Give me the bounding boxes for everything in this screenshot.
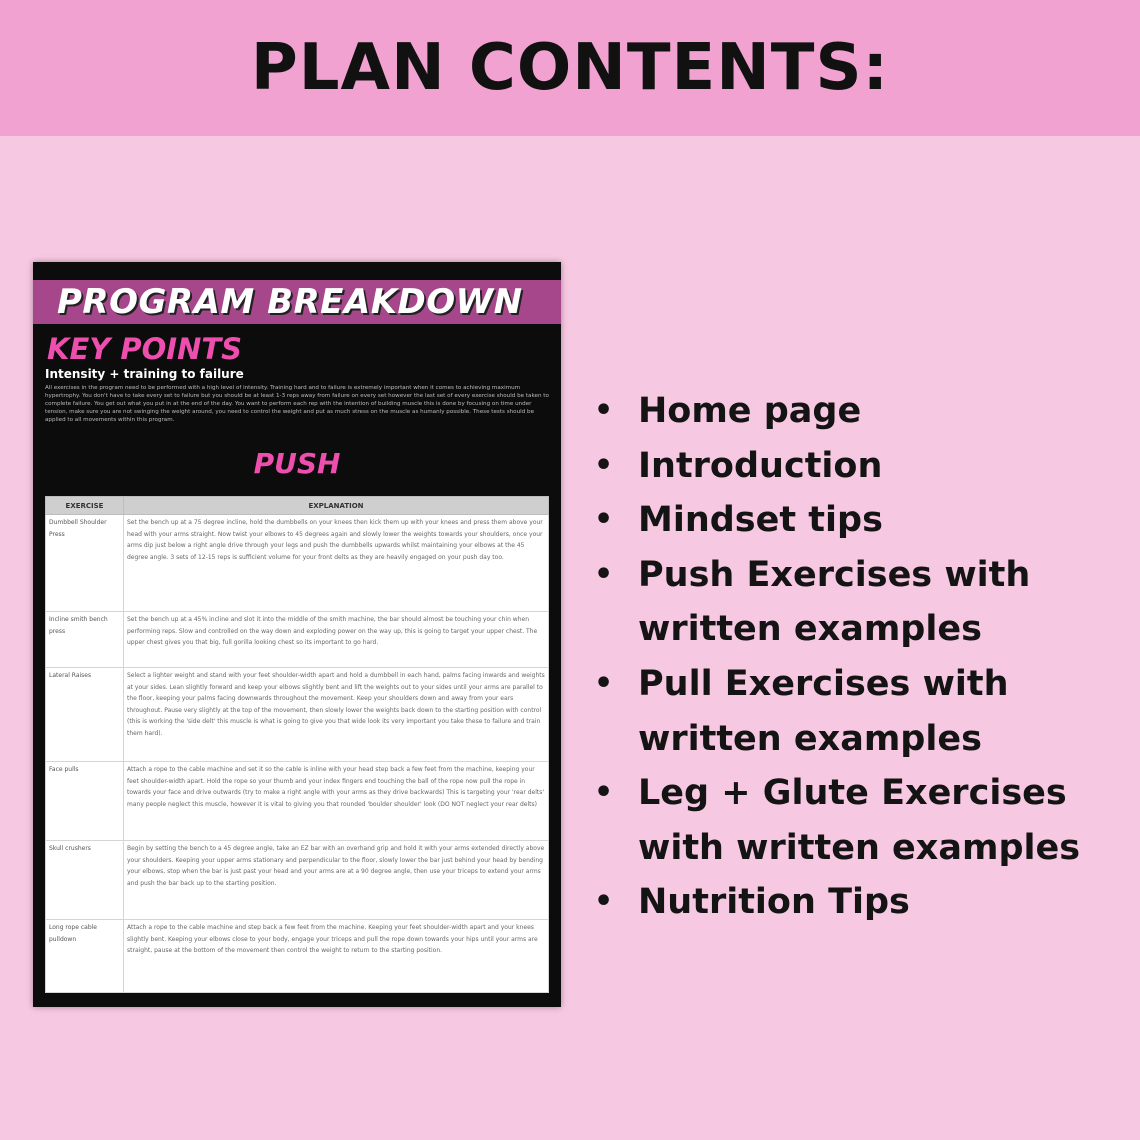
program-breakdown-banner [33,280,561,324]
exercise-explanation: Attach a rope to the cable machine and step back a few feet from the machine. Keeping your feet shoulder-width apart and your knees slightly bent. Keeping your elbows close to your body, engage your triceps and pull the rope down towards your hips until your arms are straight, pause at the bottom of the movement then control the weight to return to the starting position. [124,920,549,993]
bullet-icon: • [594,447,614,483]
bullet-icon: • [594,665,614,701]
table-header-row [46,497,549,515]
table-row [46,612,549,668]
table-row [46,668,549,762]
exercise-name: Face pulls [46,762,124,841]
exercise-name: Skull crushers [46,841,124,920]
bullet-icon: • [594,393,614,428]
list-item [592,875,1132,930]
list-item [592,493,1132,548]
document-preview [33,262,561,1007]
list-item-label: Mindset tips [638,500,883,541]
key-points-subtitle: Intensity + training to failure [45,367,244,381]
exercise-column-header: EXERCISE [46,497,124,515]
exercise-name: Lateral Raises [46,668,124,762]
bullet-icon: • [594,884,614,920]
exercise-explanation: Set the bench up at a 75 degree incline, hold the dumbbells on your knees then kick them up with your knees and press them above your head with your arms straight. Now twist your elbows to 45 degrees again and slowly lower the weights towards your shoulders, once your arms dip just below a right angle drive through your legs and push the dumbbells upwards whilst maintaining your elbows at the 45 degree angle. 3 sets of 12-15 reps is sufficient volume for your front delts as they are heavily engaged on your push day too. [124,515,549,612]
exercise-name: Incline smith bench press [46,612,124,668]
header-banner [0,0,1140,136]
exercise-name: Dumbbell Shoulder Press [46,515,124,612]
page-title: PLAN CONTENTS: [250,31,890,105]
list-item [592,766,1132,875]
table-row [46,841,549,920]
table-row [46,920,549,993]
bullet-icon: • [594,502,614,538]
table-row [46,762,549,841]
explanation-column-header: EXPLANATION [124,497,549,515]
list-item-label: Pull Exercises with written examples [638,663,1009,759]
key-points-title: KEY POINTS [47,332,243,366]
bullet-icon: • [594,775,614,811]
list-item-label: Push Exercises with written examples [638,554,1031,650]
exercise-explanation: Set the bench up at a 45% incline and slot it into the middle of the smith machine, the bar should almost be touching your chin when performing reps. Slow and controlled on the way down and exploding power on the way up, this is going to target your upper chest. The upper chest gives you that big, full gorilla looking chest so its important to go hard. [124,612,549,668]
program-breakdown-title: PROGRAM BREAKDOWN [57,282,523,322]
list-item-label: Home page [638,391,862,431]
list-item [592,439,1132,494]
key-points-body: All exercises in the program need to be performed with a high level of intensity. Training hard and to failure is extremely important when it comes to achieving maximum hypertrophy. You don't have to take every set to failure but you should be at least 1-3 reps away from failure on every set however the last set of every exercise should be taken to complete failure. You get out what you put in at the end of the day. You want to perform each rep with the intention of building muscle this is done by focusing on time under tension, make sure you are not swinging the weight around, you need to control the weight and put as much stress on the muscle as humanly possible. These tests should be applied to all movements within this program. [45,385,549,423]
exercise-table [45,496,549,993]
exercise-explanation: Attach a rope to the cable machine and set it so the cable is inline with your head step back a few feet from the machine, keeping your feet shoulder-width apart. Hold the rope so your thumb and your index fingers end touching the ball of the rope now pull the rope in towards your face and drive outwards (try to make a right angle with your arms as they drive backwards) This is targeting your 'rear delts' many people neglect this muscle, however it is vital to giving you that rounded 'boulder shoulder' look (DO NOT neglect your rear delts) [124,762,549,841]
exercise-explanation: Begin by setting the bench to a 45 degree angle, take an EZ bar with an overhand grip and hold it with your arms extended directly above your shoulders. Keeping your upper arms stationary and perpendicular to the floor, slowly lower the bar just behind your head by bending your elbows, stop when the bar is just past your head and your arms are at a 90 degree angle, then use your triceps to extend your arms and push the bar back up to the starting position. [124,841,549,920]
plan-contents-list [592,384,1132,930]
list-item [592,657,1132,766]
push-section-title: PUSH [253,447,341,480]
list-item [592,548,1132,657]
bullet-icon: • [594,556,614,592]
exercise-name: Long rope cable pulldown [46,920,124,993]
list-item [592,384,1132,439]
exercise-explanation: Select a lighter weight and stand with your feet shoulder-width apart and hold a dumbbell in each hand, palms facing inwards and weights at your sides. Lean slightly forward and keep your elbows slightly bent and lift the weights out to your sides until your arms are parallel to the floor, keeping your palms facing downwards throughout the movement. Keep your shoulders down and away from your ears throughout. Pause very slightly at the top of the movement, then slowly lower the weights back down to the starting position with control (this is working the 'side delt' this muscle is what is going to give you that wide look its very important you take these to failure and train them hard). [124,668,549,762]
list-item-label: Introduction [638,445,883,486]
list-item-label: Leg + Glute Exercises with written examples [638,773,1081,868]
list-item-label: Nutrition Tips [638,882,910,923]
table-row [46,515,549,612]
